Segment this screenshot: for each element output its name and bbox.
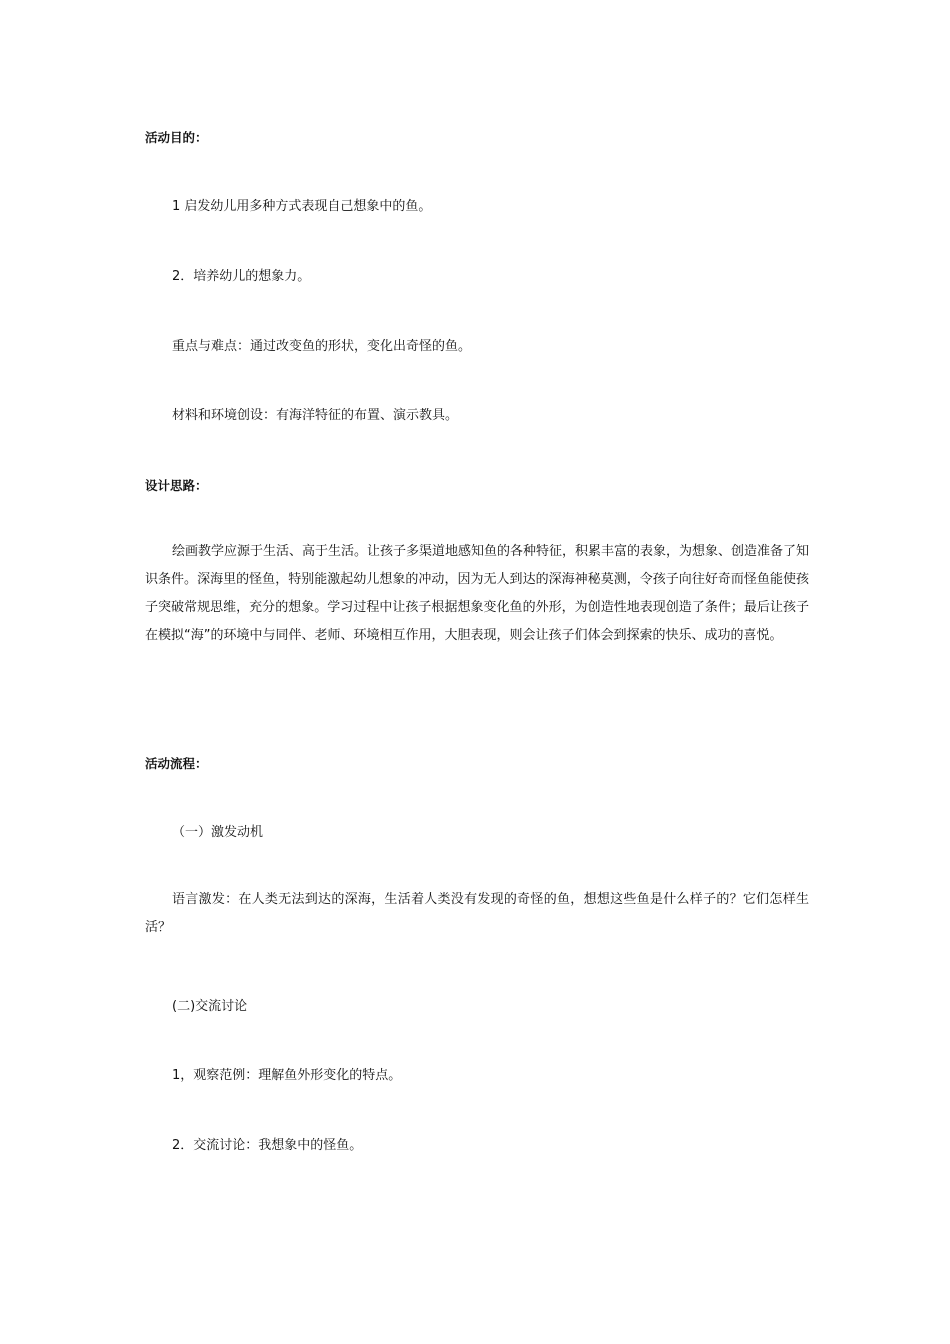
materials: 材料和环境创设：有海洋特征的布置、演示教具。 [172,408,459,423]
goal-item-1: 1 启发幼儿用多种方式表现自己想象中的鱼。 [172,199,432,214]
process-step-2: (二)交流讨论 [172,999,248,1014]
key-difficulty: 重点与难点：通过改变鱼的形状，变化出奇怪的鱼。 [172,339,472,354]
process-step-1-text: 语言激发：在人类无法到达的深海，生活着人类没有发现的奇怪的鱼，想想这些鱼是什么样子的？它们怎样生活？ [145,892,809,935]
process-step-2-item-1: 1，观察范例：理解鱼外形变化的特点。 [172,1068,402,1083]
process-heading: 活动流程： [145,756,208,771]
goal-item-2: 2．培养幼儿的想象力。 [172,269,311,284]
design-paragraph: 绘画教学应源于生活、高于生活。让孩子多渠道地感知鱼的各种特征，积累丰富的表象，为想象、创造准备了知识条件。深海里的怪鱼，特别能激起幼儿想象的冲动，因为无人到达的深海神秘莫测，令孩子向往好奇而怪鱼能使孩子突破常规思维，充分的想象。学习过程中让孩子根据想象变化鱼的外形，为创造性地表现创造了条件；最后让孩子在模拟“海”的环境中与同伴、老师、环境相互作用，大胆表现，则会让孩子们体会到探索的快乐、成功的喜悦。 [145,544,810,643]
goal-heading: 活动目的： [145,130,208,145]
process-step-1: （一）激发动机 [172,825,264,840]
process-step-2-item-2: 2．交流讨论：我想象中的怪鱼。 [172,1138,363,1153]
design-heading: 设计思路： [145,478,208,493]
